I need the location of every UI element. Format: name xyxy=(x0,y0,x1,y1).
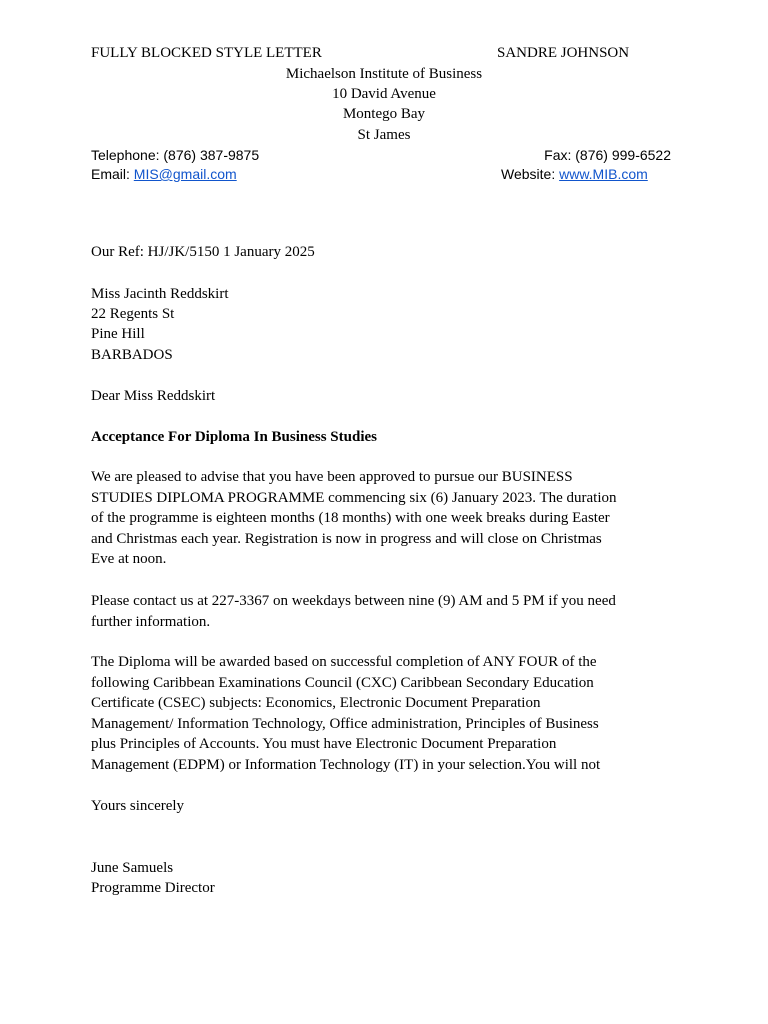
email-line xyxy=(91,166,237,182)
reference-line: Our Ref: HJ/JK/5150 1 January 2025 xyxy=(91,244,315,260)
recipient-name: Miss Jacinth Reddskirt xyxy=(91,286,229,302)
institution-name: Michaelson Institute of Business xyxy=(285,66,483,82)
recipient-country: BARBADOS xyxy=(91,347,173,363)
salutation: Dear Miss Reddskirt xyxy=(91,388,216,404)
email-link[interactable]: MIS@gmail.com xyxy=(133,166,237,182)
website-line xyxy=(501,166,648,182)
body-paragraph-1: We are pleased to advise that you have been approved to pursue our BUSINESS STUDIES DIPLOMA PROGRAMME commencing six (6) January 2023. The duration of the programme is eighteen months (18 months) with one week breaks during Easter and Christmas each year. Registration is now in progress and will close on Christmas Eve at noon. xyxy=(91,469,617,568)
signatory-title: Programme Director xyxy=(91,880,215,896)
recipient-street: 22 Regents St xyxy=(91,306,175,322)
subject-heading: Acceptance For Diploma In Business Studies xyxy=(91,429,377,445)
body-paragraph-2: Please contact us at 227-3367 on weekdays between nine (9) AM and 5 PM if you need further information. xyxy=(91,593,616,630)
website-link[interactable]: www.MIB.com xyxy=(559,166,648,182)
website-label: Website: xyxy=(501,166,560,182)
fax: Fax: (876) 999-6522 xyxy=(544,147,671,163)
author-name: SANDRE JOHNSON xyxy=(497,45,630,61)
signatory-name: June Samuels xyxy=(91,860,174,876)
address-line-2: Montego Bay xyxy=(342,106,426,122)
letter-style-label: FULLY BLOCKED STYLE LETTER xyxy=(91,45,322,61)
body-paragraph-3: The Diploma will be awarded based on successful completion of ANY FOUR of the following Caribbean Examinations Council (CXC) Caribbean Secondary Education Certificate (CSEC) subjects: Economics, Electronic Document Preparation Management/ Information Technology, Office administration, Principles of Business plus Principles of Accounts. You must have Electronic Document Preparation Management (EDPM) or Information Technology (IT) in your selection.You will not xyxy=(91,654,601,773)
address-line-1: 10 David Avenue xyxy=(332,86,436,102)
telephone: Telephone: (876) 387-9875 xyxy=(91,147,260,163)
recipient-town: Pine Hill xyxy=(91,326,145,342)
closing: Yours sincerely xyxy=(91,798,185,814)
address-line-3: St James xyxy=(357,127,411,143)
email-label: Email: xyxy=(91,166,134,182)
